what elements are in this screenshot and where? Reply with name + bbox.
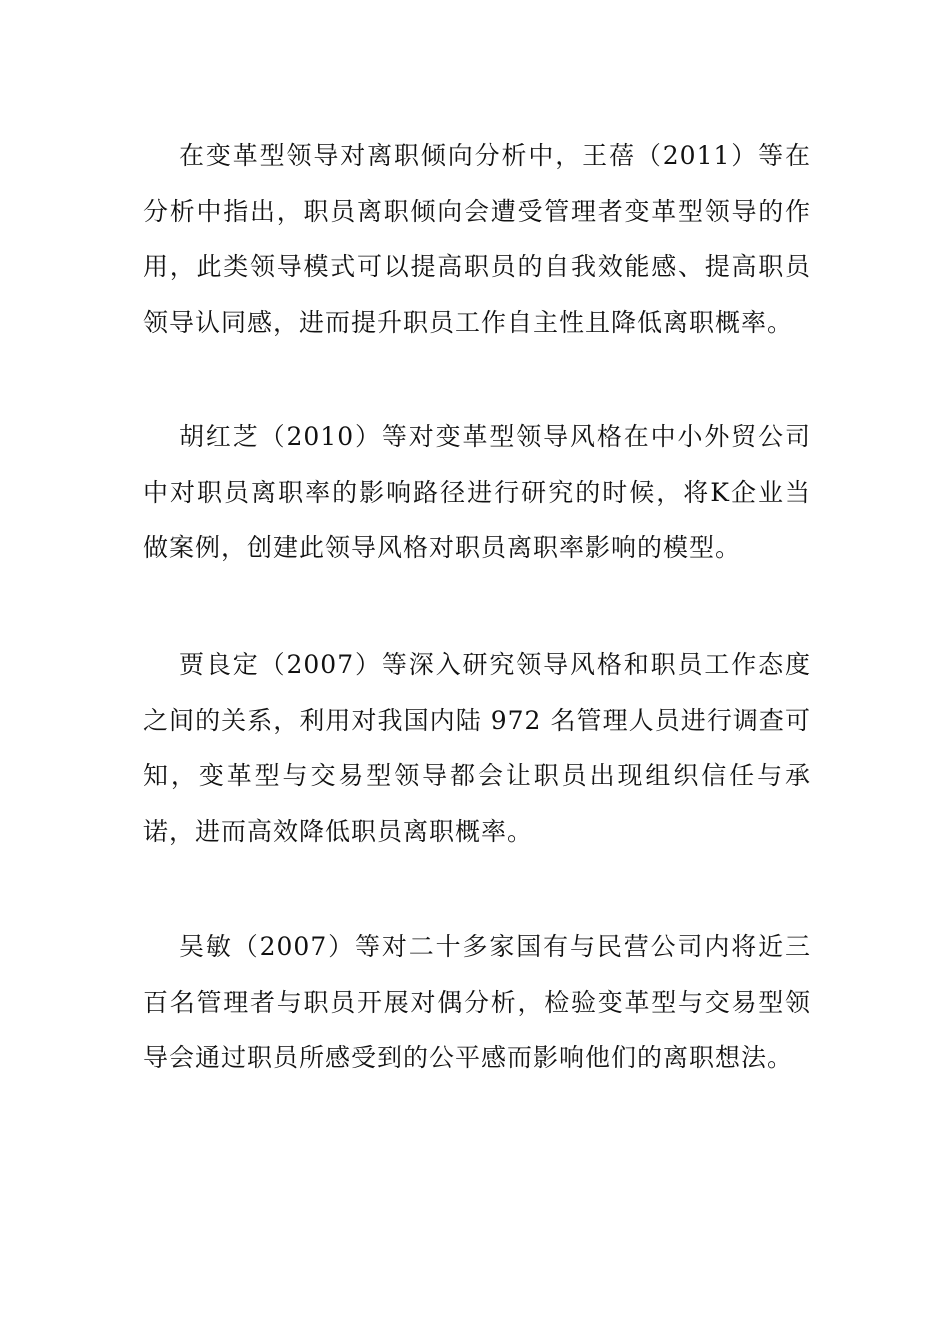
paragraph-3: 贾良定（2007）等深入研究领导风格和职员工作态度之间的关系，利用对我国内陆 972 名管理人员进行调查可知，变革型与交易型领导都会让职员出现组织信任与承诺，进而高效降低职员离职概率。 — [143, 650, 811, 846]
paragraph-4: 吴敏（2007）等对二十多家国有与民营公司内将近三百名管理者与职员开展对偶分析，检验变革型与交易型领导会通过职员所感受到的公平感而影响他们的离职想法。 — [143, 932, 811, 1072]
paragraph-2: 胡红芝（2010）等对变革型领导风格在中小外贸公司中对职员离职率的影响路径进行研究的时候，将K企业当做案例，创建此领导风格对职员离职率影响的模型。 — [143, 422, 811, 562]
paragraph-1: 在变革型领导对离职倾向分析中，王蓓（2011）等在分析中指出，职员离职倾向会遭受管理者变革型领导的作用，此类领导模式可以提高职员的自我效能感、提高职员领导认同感，进而提升职员工作自主性且降低离职概率。 — [143, 141, 811, 337]
